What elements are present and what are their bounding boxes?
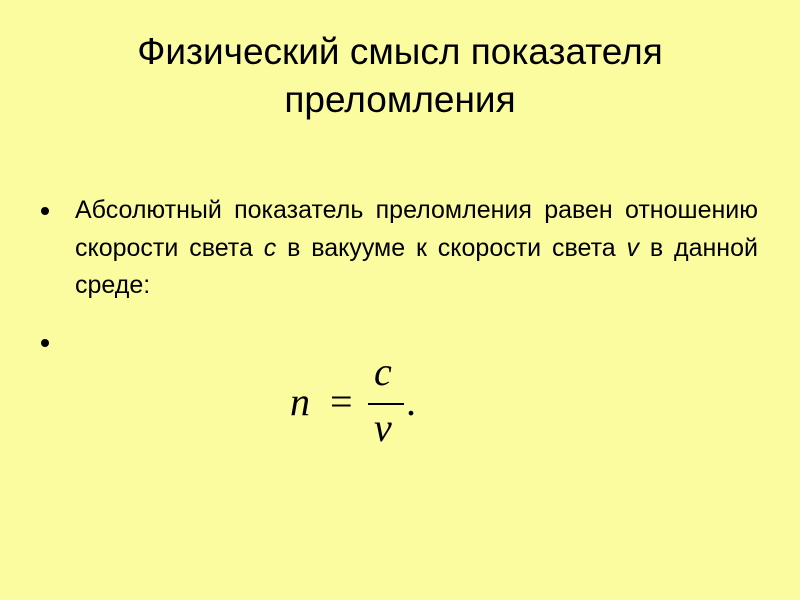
bullet-list bbox=[38, 192, 758, 360]
formula-period: . bbox=[406, 379, 416, 424]
definition-text-start: Абсолютный показатель преломления равен отношению скорости света bbox=[75, 196, 758, 262]
refraction-formula bbox=[288, 349, 428, 452]
definition-text-middle: в вакууме к скорости света bbox=[276, 233, 627, 262]
bullet-item-definition bbox=[38, 192, 758, 305]
formula-numerator: c bbox=[374, 349, 392, 394]
formula-denominator: v bbox=[374, 405, 392, 450]
definition-text-end: в данной среде: bbox=[75, 233, 758, 299]
variable-c: c bbox=[263, 233, 277, 262]
variable-v: v bbox=[626, 233, 640, 262]
bullet-dot-icon bbox=[41, 207, 49, 215]
bullet-dot-icon bbox=[41, 339, 49, 347]
slide-title: Физический смысл показателя преломления bbox=[137, 31, 663, 120]
formula-equals: = bbox=[330, 379, 353, 424]
formula-lhs: n bbox=[290, 379, 310, 424]
